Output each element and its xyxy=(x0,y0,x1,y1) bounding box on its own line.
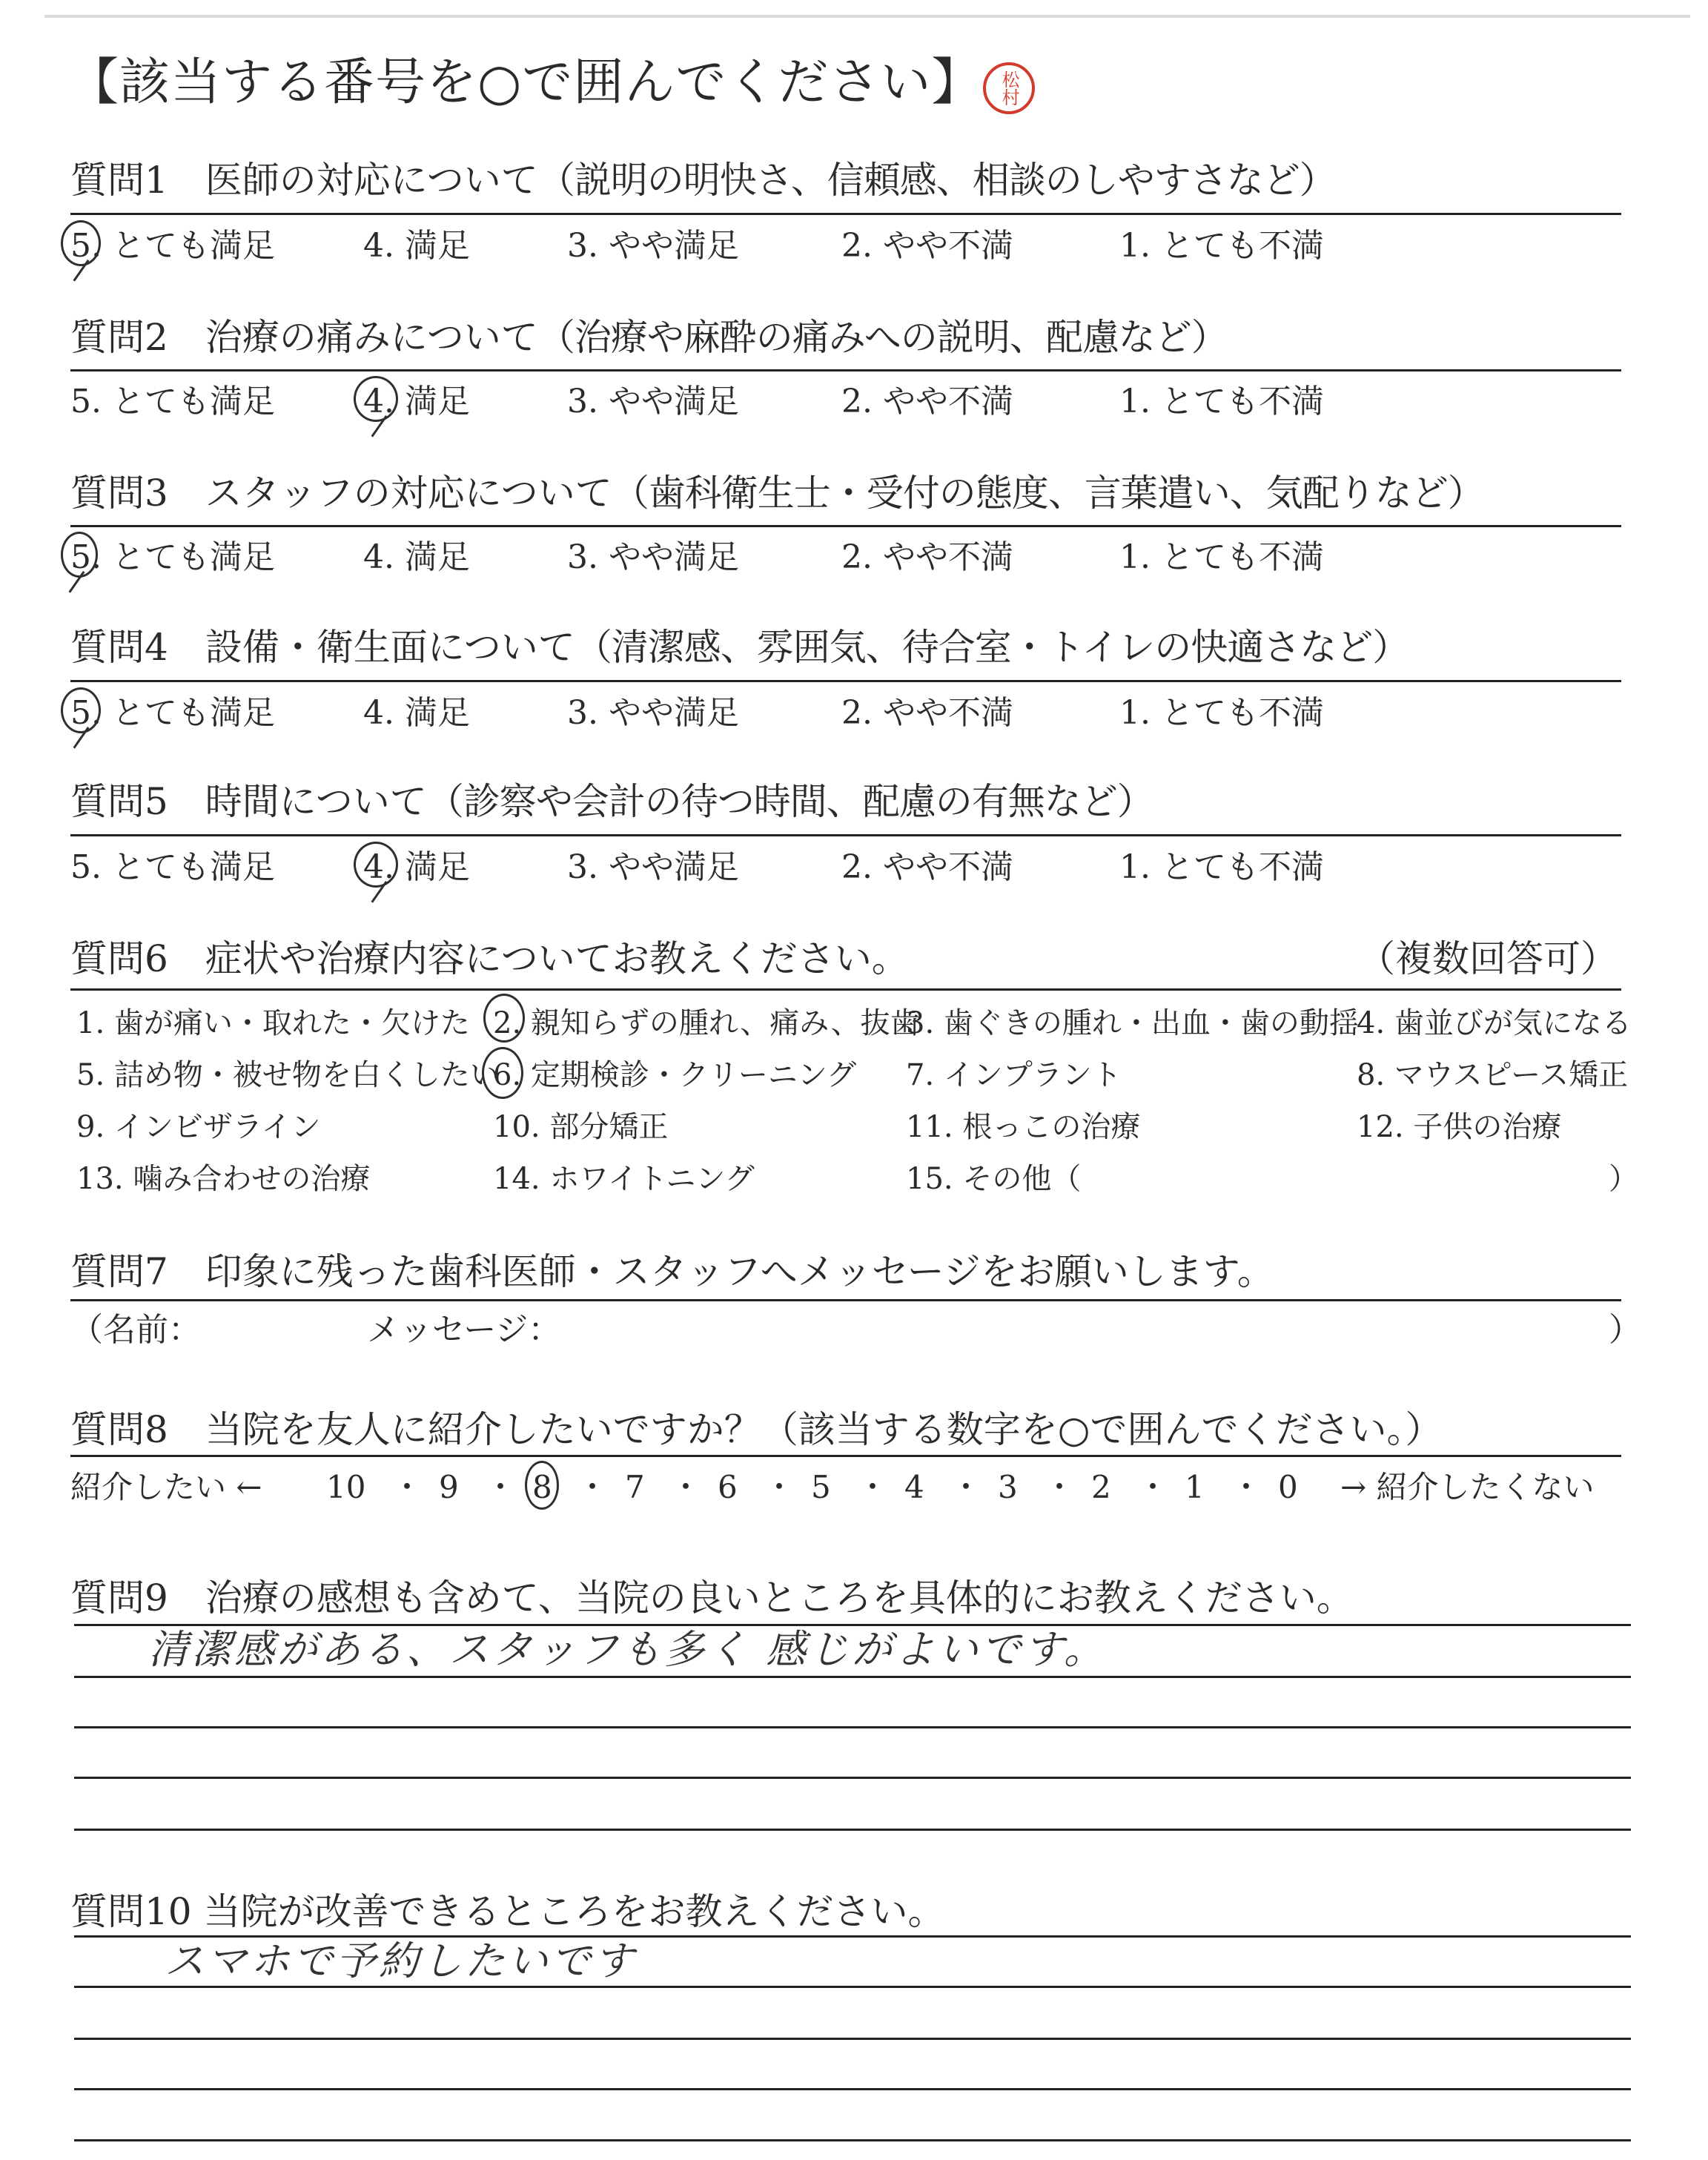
q8-separator: ・ xyxy=(577,1469,609,1505)
form-instruction-header: 【該当する番号を○で囲んでください】 xyxy=(68,53,983,112)
q5-title xyxy=(70,780,1153,823)
q3-option-5[interactable]: 5. とても満足 xyxy=(70,538,275,576)
q6-item-6[interactable]: 6. 定期検診・クリーニング xyxy=(493,1058,857,1092)
q8-scale-1[interactable]: 1 xyxy=(1185,1469,1205,1505)
q6-item-1[interactable]: 1. 歯が痛い・取れた・欠けた xyxy=(76,1006,470,1040)
q3-option-3[interactable]: 3. やや満足 xyxy=(567,538,739,576)
q4-title xyxy=(70,626,1409,669)
q6-rule xyxy=(70,988,1621,991)
q3-option-4[interactable]: 4. 満足 xyxy=(363,538,470,576)
q8-separator: ・ xyxy=(1231,1469,1262,1505)
q8-scale-4[interactable]: 4 xyxy=(904,1469,924,1505)
q1-option-3[interactable]: 3. やや満足 xyxy=(567,227,739,265)
q7-message-label: メッセージ： xyxy=(367,1311,561,1349)
q1-option-4[interactable]: 4. 満足 xyxy=(363,227,470,265)
q8-left-label: 紹介したい ← xyxy=(70,1469,262,1505)
q7-close-paren: ） xyxy=(1609,1311,1641,1349)
q9-line-5 xyxy=(74,1829,1631,1831)
q3-selection-circle xyxy=(61,532,98,578)
q4-option-5[interactable]: 5. とても満足 xyxy=(70,694,275,732)
q5-label: 質問5 時間について xyxy=(70,780,427,823)
q2-selection-circle xyxy=(354,376,398,422)
q2-hint: （治療や麻酔の痛みへの説明、配慮など） xyxy=(537,316,1228,359)
q8-scale-5[interactable]: 5 xyxy=(811,1469,831,1505)
q9-line-3 xyxy=(74,1726,1631,1728)
q2-title xyxy=(70,316,1228,359)
q5-selection-circle xyxy=(354,842,398,888)
q8-separator: ・ xyxy=(950,1469,982,1505)
q8-separator: ・ xyxy=(391,1469,423,1505)
q8-right-label: → 紹介したくない xyxy=(1340,1469,1595,1505)
q4-selection-circle xyxy=(61,687,101,733)
q6-item-5[interactable]: 5. 詰め物・被せ物を白くしたい xyxy=(76,1058,500,1092)
q8-scale-8[interactable]: 8 xyxy=(532,1469,552,1505)
q10-line-3 xyxy=(74,2038,1631,2040)
q3-option-1[interactable]: 1. とても不満 xyxy=(1119,538,1324,576)
q8-scale-3[interactable]: 3 xyxy=(998,1469,1018,1505)
q1-option-1[interactable]: 1. とても不満 xyxy=(1119,227,1324,265)
staff-seal-stamp xyxy=(983,62,1035,114)
q6-selection-circle-6 xyxy=(482,1047,523,1099)
q2-option-4[interactable]: 4. 満足 xyxy=(363,383,470,420)
q8-separator: ・ xyxy=(1137,1469,1169,1505)
q7-name-label: （名前： xyxy=(70,1311,201,1349)
q8-title: 質問8 当院を友人に紹介したいですか？（該当する数字を○で囲んでください。） xyxy=(70,1408,1443,1451)
q8-scale-10[interactable]: 10 xyxy=(326,1469,366,1505)
q10-line-2 xyxy=(74,1986,1631,1988)
q10-title: 質問10 当院が改善できるところをお教えください。 xyxy=(70,1890,945,1933)
q5-rule xyxy=(70,834,1621,836)
q10-line-5 xyxy=(74,2139,1631,2141)
q4-rule xyxy=(70,680,1621,682)
q9-title: 質問9 治療の感想も含めて、当院の良いところを具体的にお教えください。 xyxy=(70,1576,1354,1619)
q5-option-2[interactable]: 2. やや不満 xyxy=(841,848,1013,886)
q1-option-2[interactable]: 2. やや不満 xyxy=(841,227,1013,265)
q8-rule xyxy=(70,1455,1621,1457)
q10-handwritten-answer: スマホで予約したいです xyxy=(165,1938,637,1984)
q1-selection-circle xyxy=(61,220,101,266)
q9-line-2 xyxy=(74,1676,1631,1678)
q8-scale-0[interactable]: 0 xyxy=(1278,1469,1298,1505)
q5-option-4[interactable]: 4. 満足 xyxy=(363,848,470,886)
q8-scale-9[interactable]: 9 xyxy=(439,1469,459,1505)
q6-item-14[interactable]: 14. ホワイトニング xyxy=(493,1162,755,1196)
q1-hint: （説明の明快さ、信頼感、相談のしやすさなど） xyxy=(537,159,1336,202)
q3-rule xyxy=(70,525,1621,527)
q6-title: 質問6 症状や治療内容についてお教えください。 xyxy=(70,937,909,980)
q8-separator: ・ xyxy=(670,1469,702,1505)
q5-option-3[interactable]: 3. やや満足 xyxy=(567,848,739,886)
q8-separator: ・ xyxy=(857,1469,889,1505)
q3-option-2[interactable]: 2. やや不満 xyxy=(841,538,1013,576)
q6-item-2[interactable]: 2. 親知らずの腫れ、痛み、抜歯 xyxy=(493,1006,920,1040)
q6-item-13[interactable]: 13. 噛み合わせの治療 xyxy=(76,1162,371,1196)
q6-item-4[interactable]: 4. 歯並びが気になる xyxy=(1357,1006,1632,1040)
q4-option-3[interactable]: 3. やや満足 xyxy=(567,694,739,732)
q2-option-5[interactable]: 5. とても満足 xyxy=(70,383,275,420)
q3-title xyxy=(70,472,1484,515)
q8-scale-7[interactable]: 7 xyxy=(625,1469,645,1505)
q6-selection-circle-2 xyxy=(483,994,525,1043)
q6-item-15[interactable]: 15. その他（ xyxy=(906,1162,1082,1196)
q9-handwritten-answer: 清潔感がある、スタッフも多く 感じがよいです。 xyxy=(148,1626,1107,1673)
q6-item-12[interactable]: 12. 子供の治療 xyxy=(1357,1110,1562,1144)
q1-option-5[interactable]: 5. とても満足 xyxy=(70,227,275,265)
q5-option-1[interactable]: 1. とても不満 xyxy=(1119,848,1324,886)
q4-label: 質問4 設備・衛生面について xyxy=(70,626,575,669)
q10-line-4 xyxy=(74,2088,1631,2090)
q8-scale-6[interactable]: 6 xyxy=(718,1469,738,1505)
q8-separator: ・ xyxy=(485,1469,517,1505)
q5-hint: （診察や会計の待つ時間、配慮の有無など） xyxy=(426,780,1153,823)
q6-item-11[interactable]: 11. 根っこの治療 xyxy=(906,1110,1141,1144)
q2-rule xyxy=(70,369,1621,371)
q2-option-2[interactable]: 2. やや不満 xyxy=(841,383,1013,420)
q6-item-7[interactable]: 7. インプラント xyxy=(906,1058,1122,1092)
q4-option-1[interactable]: 1. とても不満 xyxy=(1119,694,1324,732)
q1-label: 質問1 医師の対応について xyxy=(70,159,538,202)
q1-rule xyxy=(70,213,1621,215)
q7-rule xyxy=(70,1299,1621,1301)
q6-item-9[interactable]: 9. インビザライン xyxy=(76,1110,321,1144)
q4-option-2[interactable]: 2. やや不満 xyxy=(841,694,1013,732)
q8-scale-2[interactable]: 2 xyxy=(1091,1469,1111,1505)
q3-hint: （歯科衛生士・受付の態度、言葉遣い、気配りなど） xyxy=(612,472,1484,515)
q8-selection-circle xyxy=(525,1461,559,1510)
q6-item-10[interactable]: 10. 部分矯正 xyxy=(493,1110,669,1144)
q6-item-3[interactable]: 3. 歯ぐきの腫れ・出血・歯の動揺 xyxy=(906,1006,1359,1040)
q4-option-4[interactable]: 4. 満足 xyxy=(363,694,470,732)
q5-option-5[interactable]: 5. とても満足 xyxy=(70,848,275,886)
q8-separator: ・ xyxy=(764,1469,795,1505)
q9-line-4 xyxy=(74,1777,1631,1779)
q2-label: 質問2 治療の痛みについて xyxy=(70,316,538,359)
q2-option-3[interactable]: 3. やや満足 xyxy=(567,383,739,420)
top-edge xyxy=(44,15,1690,18)
q6-multiple-answer-note: （複数回答可） xyxy=(1358,937,1618,980)
q2-option-1[interactable]: 1. とても不満 xyxy=(1119,383,1324,420)
q6-item-8[interactable]: 8. マウスピース矯正 xyxy=(1357,1058,1629,1092)
q1-title xyxy=(70,159,1336,202)
q7-title: 質問7 印象に残った歯科医師・スタッフへメッセージをお願いします。 xyxy=(70,1250,1274,1293)
q4-hint: （清潔感、雰囲気、待合室・トイレの快適さなど） xyxy=(575,626,1409,669)
seal-text: 松村 xyxy=(999,70,1019,106)
q6-other-close: ） xyxy=(1609,1162,1638,1196)
q8-separator: ・ xyxy=(1044,1469,1076,1505)
q3-label: 質問3 スタッフの対応について xyxy=(70,472,612,515)
